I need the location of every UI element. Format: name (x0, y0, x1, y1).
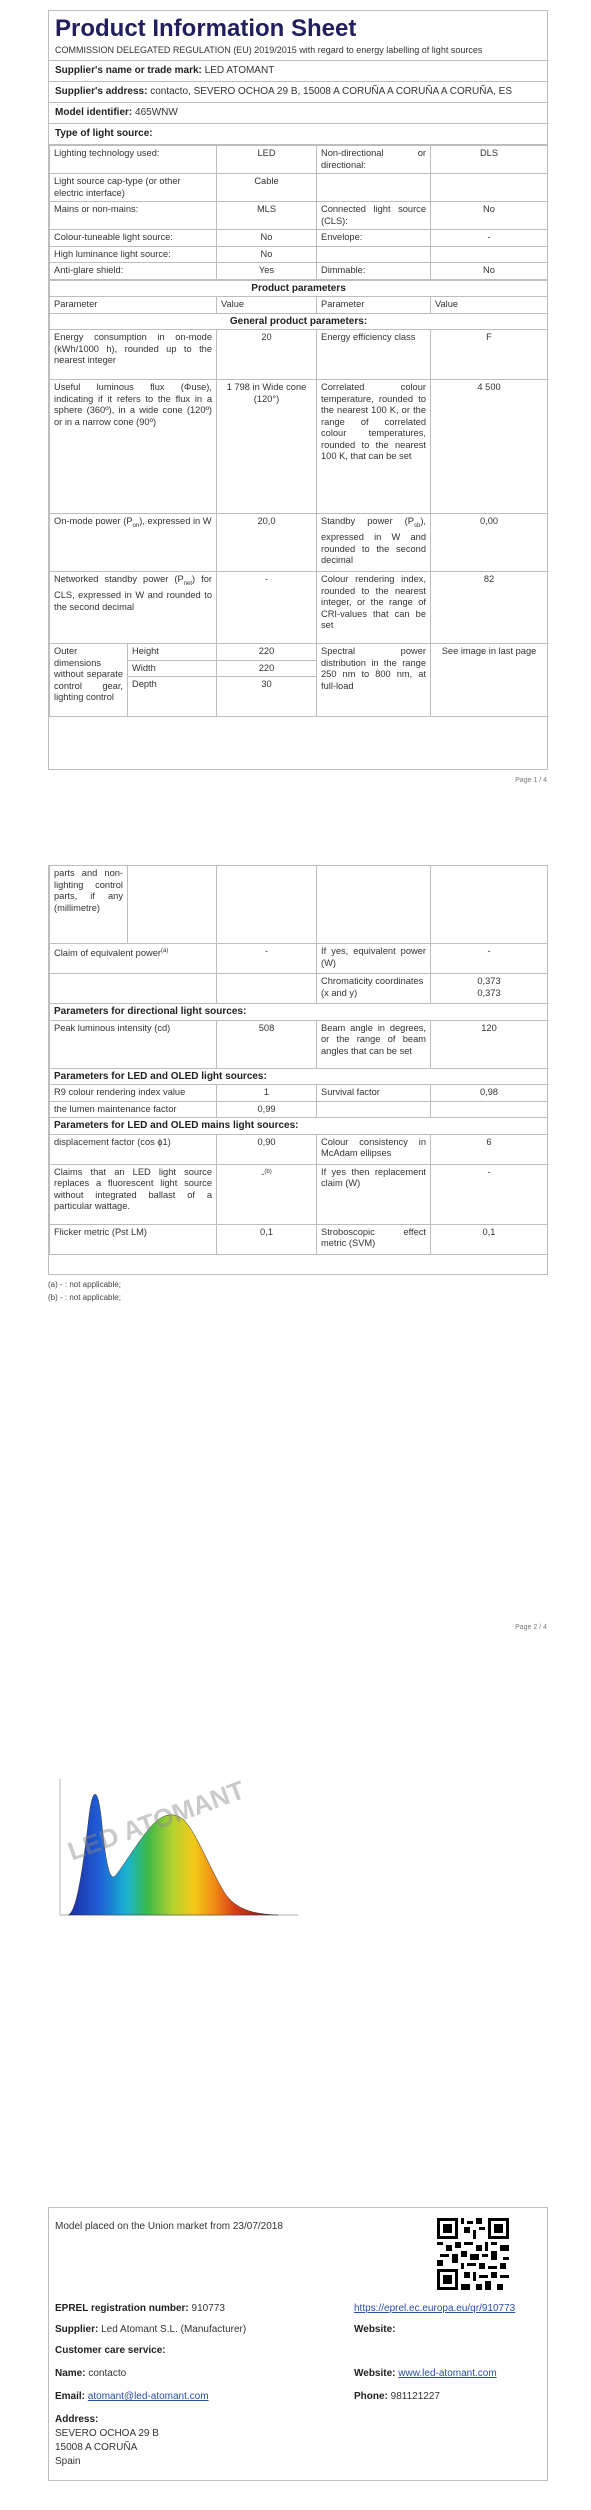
equiv-value: - (217, 944, 317, 974)
type-value-left: Cable (217, 174, 317, 202)
equiv-yes-label: If yes, equivalent power (W) (317, 944, 431, 974)
address-label: Address: (55, 2414, 99, 2425)
chroma-y: 0,373 (477, 987, 501, 998)
netsb-label-a: Networked standby power (P (54, 574, 184, 584)
placed-text: Model placed on the Union market from 23/07/2018 (55, 2221, 283, 2232)
website2-label: Website: (354, 2368, 396, 2379)
website2-link[interactable]: www.led-atomant.com (398, 2368, 497, 2379)
cct-label: Correlated colour temperature, rounded to the nearest 100 K, or the range of correlated colour temperatures, rounded to the nearest 100 K, that can be set (317, 380, 431, 514)
regulation-text: COMMISSION DELEGATED REGULATION (EU) 2019/2015 with regard to energy labelling of light sources (49, 44, 547, 61)
survival-label: Survival factor (317, 1085, 431, 1102)
param-header: Parameter (50, 297, 217, 314)
led-section: Parameters for LED and OLED light sources: (50, 1068, 548, 1085)
onpower-label (50, 514, 217, 572)
page-title: Product Information Sheet (55, 15, 357, 42)
supplier-value: Led Atomant S.L. (Manufacturer) (101, 2324, 247, 2335)
email-link[interactable]: atomant@led-atomant.com (87, 2391, 209, 2402)
netsb-sub: net (183, 580, 193, 587)
onpower-value: 20,0 (217, 514, 317, 572)
type-label-right: Envelope: (317, 230, 431, 247)
supplier-name: LED ATOMANT (204, 65, 275, 76)
energy-label: Energy consumption in on-mode (kWh/1000 h), rounded up to the nearest integer (50, 330, 217, 380)
supplier-name-row (49, 61, 547, 82)
supplier-address: contacto, SEVERO OCHOA 29 B, 15008 A CORUÑA A CORUÑA A CORUÑA, ES (150, 86, 513, 97)
height-label: Height (128, 644, 217, 661)
width-value: 220 (217, 660, 317, 677)
replace-value: - (431, 1164, 548, 1224)
cri-label: Colour rendering index, rounded to the nearest integer, or the range of CRI-values that can be set (317, 572, 431, 644)
claims-value-text: - (261, 1168, 265, 1179)
standby-value: 0,00 (431, 514, 548, 572)
name-label: Name: (55, 2368, 86, 2379)
outer-dim-label: Outer dimensions without separate control gear, lighting control (50, 644, 128, 717)
qr-code-icon (437, 2218, 509, 2290)
type-row (50, 230, 548, 247)
type-label: Type of light source: (55, 128, 153, 139)
disp-value: 0,90 (217, 1134, 317, 1164)
param-header-2: Parameter (317, 297, 431, 314)
netsb-label-b: ) for CLS, expressed in W and rounded to the second decimal (54, 574, 212, 612)
eprel-link-box[interactable] (354, 2302, 515, 2316)
type-label-left: Mains or non-mains: (50, 202, 217, 230)
footnotes (48, 1278, 121, 1304)
survival-value: 0,98 (431, 1085, 548, 1102)
email-row (55, 2390, 209, 2404)
onpower-sub: on (132, 522, 140, 529)
chroma-values (431, 974, 548, 1004)
type-value-left: No (217, 230, 317, 247)
cct-value: 4 500 (431, 380, 548, 514)
supplier-label: Supplier: (55, 2324, 99, 2335)
type-value-right: DLS (431, 146, 548, 174)
type-row (49, 124, 547, 145)
flux-value: 1 798 in Wide cone (120°) (217, 380, 317, 514)
equiv-yes-value: - (431, 944, 548, 974)
address-line-2: 15008 A CORUÑA (55, 2442, 138, 2453)
peak-value: 508 (217, 1020, 317, 1068)
website-row (354, 2323, 396, 2337)
page-2 (48, 865, 548, 1275)
product-params-heading: Product parameters (50, 280, 548, 297)
r9-label: R9 colour rendering index value (50, 1085, 217, 1102)
type-value-right: - (431, 230, 548, 247)
r9-value: 1 (217, 1085, 317, 1102)
type-value-left: No (217, 246, 317, 263)
beam-value: 120 (431, 1020, 548, 1068)
peak-label: Peak luminous intensity (cd) (50, 1020, 217, 1068)
consist-label: Colour consistency in McAdam ellipses (317, 1134, 431, 1164)
type-value-right: No (431, 202, 548, 230)
equiv-sup: (a) (160, 948, 169, 954)
address-block (55, 2413, 159, 2469)
supplier-row (55, 2323, 246, 2337)
type-label-left: Lighting technology used: (50, 146, 217, 174)
mains-section: Parameters for LED and OLED mains light sources: (50, 1118, 548, 1135)
model-row (49, 103, 547, 124)
type-value-left: MLS (217, 202, 317, 230)
address-line-1: SEVERO OCHOA 29 B (55, 2428, 159, 2439)
page-4 (48, 2207, 548, 2481)
value-header-2: Value (431, 297, 548, 314)
spectral-distribution-graph (48, 1775, 308, 1930)
spd-value: See image in last page (431, 644, 548, 717)
eprel-row (55, 2302, 225, 2316)
replace-label: If yes then replacement claim (W) (317, 1164, 431, 1224)
type-label-right: Connected light source (CLS): (317, 202, 431, 230)
height-value: 220 (217, 644, 317, 661)
lumen-label: the lumen maintenance factor (50, 1101, 217, 1118)
eprel-value: 910773 (191, 2303, 225, 2314)
beam-label: Beam angle in degrees, or the range of beam angles that can be set (317, 1020, 431, 1068)
netsb-label (50, 572, 217, 644)
type-value-left: Yes (217, 263, 317, 280)
params-table-cont (49, 865, 548, 1255)
chroma-label: Chromaticity coordinates (x and y) (317, 974, 431, 1004)
model-label: Model identifier: (55, 107, 133, 118)
type-label-right (317, 174, 431, 202)
disp-label: displacement factor (cos ϕ1) (50, 1134, 217, 1164)
type-table (49, 145, 548, 280)
chroma-x: 0,373 (477, 976, 501, 986)
equiv-label-text: Claim of equivalent power (54, 948, 161, 959)
page-1 (48, 10, 548, 770)
supplier-name-label: Supplier's name or trade mark: (55, 65, 202, 76)
flicker-value: 0,1 (217, 1224, 317, 1254)
type-label-left: Anti-glare shield: (50, 263, 217, 280)
type-label-left: Light source cap-type (or other electric interface) (50, 174, 217, 202)
width-label: Width (128, 660, 217, 677)
standby-label-b: ), expressed in W and rounded to the second decimal (321, 516, 426, 566)
website-label: Website: (354, 2324, 396, 2335)
phone-label: Phone: (354, 2391, 388, 2402)
value-header: Value (217, 297, 317, 314)
note-b: (b) - : not applicable; (48, 1293, 121, 1302)
svm-label: Stroboscopic effect metric (SVM) (317, 1224, 431, 1254)
equiv-label (50, 944, 217, 974)
name-value: contacto (88, 2368, 127, 2379)
svm-value: 0,1 (431, 1224, 548, 1254)
type-row (50, 246, 548, 263)
cri-value: 82 (431, 572, 548, 644)
netsb-value: - (217, 572, 317, 644)
standby-sub: sb (413, 522, 421, 529)
standby-label (317, 514, 431, 572)
flux-label: Useful luminous flux (Φuse), indicating if it refers to the flux in a sphere (360º), in a wide cone (120º) or in a narrow cone (90º) (50, 380, 217, 514)
type-label-left: Colour-tuneable light source: (50, 230, 217, 247)
outer-dim-cont: parts and non-lighting control parts, if any (millimetre) (50, 866, 128, 944)
customer-row (55, 2344, 166, 2358)
email-label: Email: (55, 2391, 86, 2402)
type-value-right (431, 246, 548, 263)
claims-value (217, 1164, 317, 1224)
standby-label-a: Standby power (P (321, 516, 414, 526)
address-line-3: Spain (55, 2456, 81, 2467)
page-number-1: Page 1 / 4 (515, 777, 547, 784)
params-table (49, 280, 548, 718)
type-value-right (431, 174, 548, 202)
supplier-address-row (49, 82, 547, 103)
name-row (55, 2367, 126, 2381)
phone-value: 981121227 (390, 2391, 440, 2402)
website2-row (354, 2367, 497, 2381)
phone-row (354, 2390, 440, 2404)
eff-class-value: F (431, 330, 548, 380)
depth-label: Depth (128, 677, 217, 717)
model-identifier: 465WNW (135, 107, 178, 118)
lumen-value: 0,99 (217, 1101, 317, 1118)
type-label-left: High luminance light source: (50, 246, 217, 263)
depth-value: 30 (217, 677, 317, 717)
page-number-2: Page 2 / 4 (515, 1624, 547, 1631)
type-label-right: Dimmable: (317, 263, 431, 280)
claims-sup: (b) (264, 1168, 272, 1175)
type-value-left: LED (217, 146, 317, 174)
type-row (50, 263, 548, 280)
spd-label: Spectral power distribution in the range 250 nm to 800 nm, at full-load (317, 644, 431, 717)
eprel-link[interactable]: https://eprel.ec.europa.eu/qr/910773 (354, 2303, 516, 2314)
watermark-logo: LED ATOMANT (63, 1775, 249, 1867)
eff-class-label: Energy efficiency class (317, 330, 431, 380)
claims-label: Claims that an LED light source replaces a fluorescent light source without integrated ballast of a particular wattage. (50, 1164, 217, 1224)
type-value-right: No (431, 263, 548, 280)
note-a: (a) - : not applicable; (48, 1280, 121, 1289)
onpower-label-a: On-mode power (P (54, 516, 133, 526)
type-row (50, 174, 548, 202)
customer-label: Customer care service: (55, 2345, 166, 2356)
eprel-label: EPREL registration number: (55, 2303, 189, 2314)
type-label-right: Non-directional or directional: (317, 146, 431, 174)
type-label-right (317, 246, 431, 263)
supplier-address-label: Supplier's address: (55, 86, 148, 97)
onpower-label-b: ), expressed in W (139, 516, 212, 526)
directional-section: Parameters for directional light sources: (50, 1004, 548, 1021)
type-row (50, 146, 548, 174)
flicker-label: Flicker metric (Pst LM) (50, 1224, 217, 1254)
type-row (50, 202, 548, 230)
consist-value: 6 (431, 1134, 548, 1164)
energy-value: 20 (217, 330, 317, 380)
general-params-heading: General product parameters: (50, 313, 548, 330)
